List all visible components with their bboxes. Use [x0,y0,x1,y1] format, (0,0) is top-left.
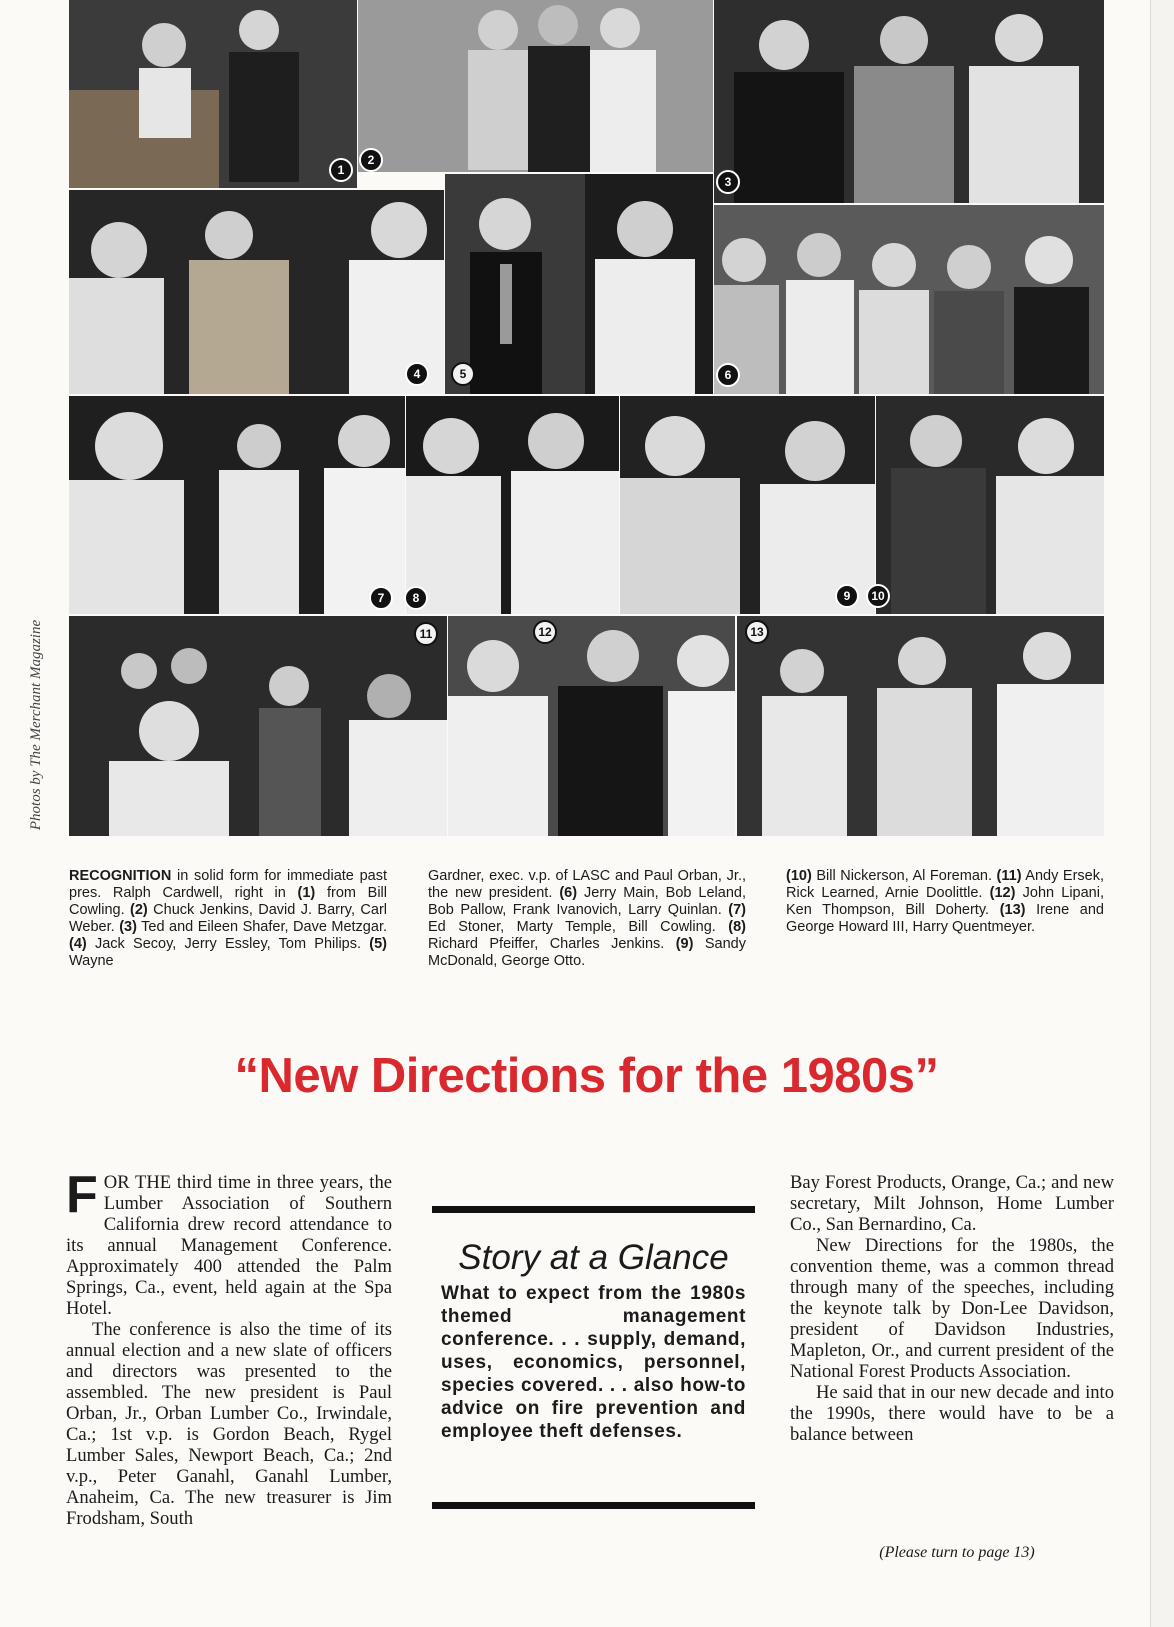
photo-5 [445,174,713,394]
photo-6 [714,205,1104,394]
glance-body: What to expect from the 1980s themed management conference. . . supply, demand, uses, economics, personnel, species covered. . . also how-to advice on fire prevention and employee theft defenses. [441,1283,746,1442]
article-paragraph: FOR THE third time in three years, the Lumber Association of Southern California drew record attendance to its annual Management Conference. Approximately 400 attended the Palm Springs, Ca., event, held again at the Spa Hotel. [66,1166,392,1319]
photo-badge: 10 [866,584,890,608]
photo-badge: 4 [405,362,429,386]
photo-badge: 8 [404,586,428,610]
photo-10 [871,396,1104,614]
photo-1 [69,0,357,188]
caption-column-1: RECOGNITION in solid form for immediate past pres. Ralph Cardwell, right in (1) from Bill Cowling. (2) Chuck Jenkins, David J. Barry, Carl Weber. (3) Ted and Eileen Shafer, Dave Metzgar. (4) Jack Secoy, Jerry Essley, Tom Philips. (5) Wayne [69,868,387,969]
photo-12 [448,616,735,836]
photo-13 [737,616,1104,836]
article-column-2 [790,1172,1114,1445]
photo-11 [69,616,447,836]
article-column-1 [66,1166,392,1529]
photo-badge: 12 [533,620,557,644]
photo-badge: 7 [369,586,393,610]
glance-title: Story at a Glance [458,1238,729,1277]
article-paragraph: He said that in our new decade and into the 1990s, there would have to be a balance between [790,1382,1114,1445]
glance-top-rule [432,1206,755,1213]
photo-credit: Photos by The Merchant Magazine [28,619,44,831]
photo-4 [69,190,444,394]
photo-badge: 2 [359,148,383,172]
photo-badge: 11 [414,622,438,646]
article-paragraph: Bay Forest Products, Orange, Ca.; and new secretary, Milt Johnson, Home Lumber Co., San Bernardino, Ca. [790,1172,1114,1235]
article-paragraph: New Directions for the 1980s, the convention theme, was a common thread through many of the speeches, including the keynote talk by Don-Lee Davidson, president of Davidson Industries, Mapleton, Or., and current president of the National Forest Products Association. [790,1235,1114,1382]
photo-3 [714,0,1104,203]
photo-9 [620,396,875,614]
glance-bottom-rule [432,1502,755,1509]
photo-7 [69,396,405,614]
photo-badge: 1 [329,158,353,182]
photo-badge: 5 [451,362,475,386]
page-title: “New Directions for the 1980s” [234,1049,939,1103]
photo-badge: 13 [745,620,769,644]
caption-column-2: Gardner, exec. v.p. of LASC and Paul Orban, Jr., the new president. (6) Jerry Main, Bob Leland, Bob Pallow, Frank Ivanovich, Larry Quinlan. (7) Ed Stoner, Marty Temple, Bill Cowling. (8) Richard Pfeiffer, Charles Jenkins. (9) Sandy McDonald, George Otto. [428,868,746,969]
drop-cap: F [66,1166,98,1224]
photo-badge: 9 [835,584,859,608]
article-paragraph: The conference is also the time of its annual election and a new slate of officers and directors was presented to the assembled. The new president is Paul Orban, Jr., Orban Lumber Co., Irwindale, Ca.; 1st v.p. is Gordon Beach, Rygel Lumber Sales, Newport Beach, Ca.; 2nd v.p., Peter Ganahl, Ganahl Lumber, Anaheim, Ca. The new treasurer is Jim Frodsham, South [66,1319,392,1529]
page-edge [1150,0,1174,1627]
photo-badge: 3 [716,170,740,194]
photo-2 [358,0,713,172]
caption-column-3: (10) Bill Nickerson, Al Foreman. (11) Andy Ersek, Rick Learned, Arnie Doolittle. (12) John Lipani, Ken Thompson, Bill Doherty. (13) Irene and George Howard III, Harry Quentmeyer. [786,868,1104,935]
caption-lead: RECOGNITION [69,868,172,884]
continued-note: (Please turn to page 13) [879,1544,1035,1561]
photo-8 [406,396,619,614]
photo-badge: 6 [716,363,740,387]
